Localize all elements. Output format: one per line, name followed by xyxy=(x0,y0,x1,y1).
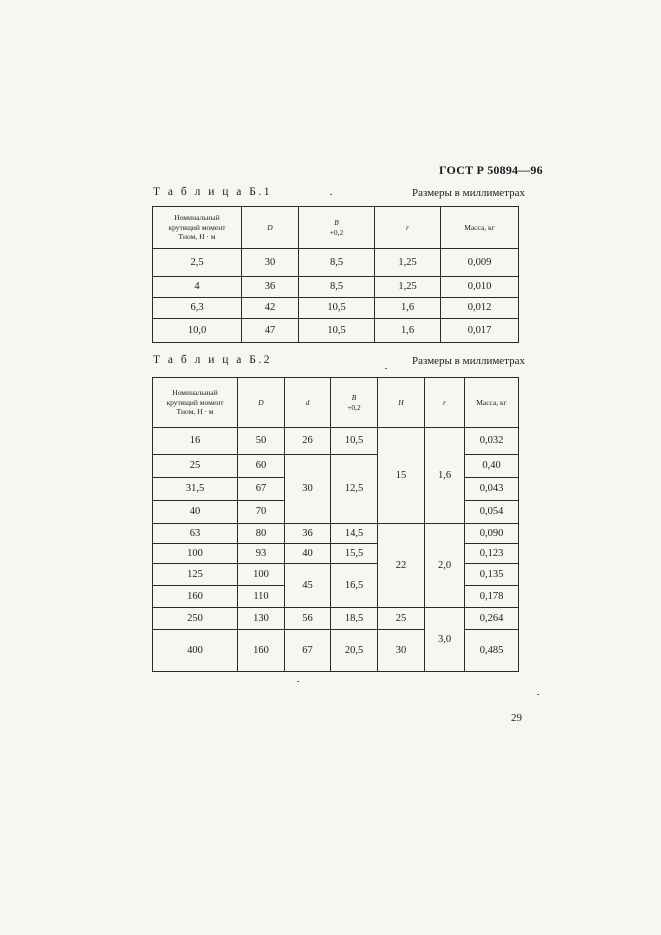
table-row xyxy=(153,630,519,672)
table-cell: 15,5 xyxy=(331,544,378,564)
table-b1 xyxy=(152,206,519,343)
table-row xyxy=(153,544,519,564)
table-cell: 0,054 xyxy=(465,501,519,524)
header-B-symbol: B xyxy=(351,393,357,403)
table-cell: 67 xyxy=(285,630,331,672)
table-cell: 18,5 xyxy=(331,608,378,630)
table-cell: 1,6 xyxy=(425,428,465,524)
table-cell: 0,012 xyxy=(441,298,519,319)
table-cell: 6,3 xyxy=(153,298,242,319)
table-cell: 8,5 xyxy=(299,249,375,277)
table-cell: 0,40 xyxy=(465,455,519,478)
header-line: Номинальный xyxy=(174,213,220,223)
table-row xyxy=(153,277,519,298)
table2-header-torque xyxy=(153,378,238,428)
table1-caption: Т а б л и ц а Б.1 xyxy=(153,186,272,198)
header-B-tolerance: +0,2 xyxy=(329,227,344,237)
table-cell: 36 xyxy=(285,524,331,544)
table-cell: 0,123 xyxy=(465,544,519,564)
header-line: крутящий момент xyxy=(168,222,226,232)
table-cell: 50 xyxy=(238,428,285,455)
table-cell: 42 xyxy=(242,298,299,319)
table-cell: 70 xyxy=(238,501,285,524)
table-row xyxy=(153,608,519,630)
scan-speck xyxy=(297,681,299,682)
table-cell: 40 xyxy=(153,501,238,524)
table-cell: 10,5 xyxy=(299,319,375,343)
header-B-tolerance: +0,2 xyxy=(347,402,361,412)
table-cell: 125 xyxy=(153,564,238,586)
table-cell: 25 xyxy=(153,455,238,478)
table-cell: 3,0 xyxy=(425,608,465,672)
table-cell: 60 xyxy=(238,455,285,478)
table-cell: 0,043 xyxy=(465,478,519,501)
table-cell: 400 xyxy=(153,630,238,672)
table1-units: Размеры в миллиметрах xyxy=(412,187,525,199)
table-cell: 0,032 xyxy=(465,428,519,455)
table-cell: 0,009 xyxy=(441,249,519,277)
header-D-symbol: D xyxy=(267,222,273,232)
table-cell: 16 xyxy=(153,428,238,455)
table-cell: 93 xyxy=(238,544,285,564)
header-H-symbol: H xyxy=(398,397,404,407)
table-cell: 30 xyxy=(242,249,299,277)
table2-header-mass: Масса, кг xyxy=(465,378,519,428)
table-cell: 250 xyxy=(153,608,238,630)
table-cell: 0,178 xyxy=(465,586,519,608)
table1-header-r xyxy=(375,207,441,249)
table-b2 xyxy=(152,377,519,672)
table1-header-torque xyxy=(153,207,242,249)
table-cell: 2,5 xyxy=(153,249,242,277)
table-cell: 26 xyxy=(285,428,331,455)
table-cell: 130 xyxy=(238,608,285,630)
table-cell: 14,5 xyxy=(331,524,378,544)
table2-header-B xyxy=(331,378,378,428)
table-cell: 20,5 xyxy=(331,630,378,672)
table1-header-B xyxy=(299,207,375,249)
table-cell: 1,6 xyxy=(375,298,441,319)
table-cell: 12,5 xyxy=(331,455,378,524)
table-cell: 0,017 xyxy=(441,319,519,343)
table-cell: 160 xyxy=(153,586,238,608)
table-cell: 15 xyxy=(378,428,425,524)
table2-header-H xyxy=(378,378,425,428)
table2-caption: Т а б л и ц а Б.2 xyxy=(153,354,272,366)
table-cell: 8,5 xyxy=(299,277,375,298)
table-cell: 10,5 xyxy=(299,298,375,319)
header-line: Тном, Н · м xyxy=(178,232,216,242)
table-cell: 31,5 xyxy=(153,478,238,501)
header-r-symbol: r xyxy=(443,397,446,407)
table1-header-row xyxy=(153,207,519,249)
table-cell: 0,264 xyxy=(465,608,519,630)
scan-speck xyxy=(385,368,387,369)
scan-speck xyxy=(537,694,539,695)
table-cell: 30 xyxy=(378,630,425,672)
table-row xyxy=(153,564,519,586)
table-cell: 47 xyxy=(242,319,299,343)
table2-header-row xyxy=(153,378,519,428)
page-number: 29 xyxy=(511,712,522,724)
table-cell: 45 xyxy=(285,564,331,608)
table-cell: 63 xyxy=(153,524,238,544)
table-cell: 1,25 xyxy=(375,249,441,277)
table-cell: 100 xyxy=(153,544,238,564)
header-D-symbol: D xyxy=(258,397,264,407)
table-cell: 25 xyxy=(378,608,425,630)
table-cell: 0,090 xyxy=(465,524,519,544)
table-cell: 160 xyxy=(238,630,285,672)
table-cell: 16,5 xyxy=(331,564,378,608)
standard-designation: ГОСТ Р 50894—96 xyxy=(439,163,543,177)
table-cell: 2,0 xyxy=(425,524,465,608)
header-d-symbol: d xyxy=(305,397,310,407)
table-cell: 10,5 xyxy=(331,428,378,455)
table-cell: 67 xyxy=(238,478,285,501)
table-cell: 10,0 xyxy=(153,319,242,343)
table-row xyxy=(153,524,519,544)
table1-header-mass: Масса, кг xyxy=(441,207,519,249)
table-cell: 110 xyxy=(238,586,285,608)
table-cell: 40 xyxy=(285,544,331,564)
table-cell: 0,485 xyxy=(465,630,519,672)
table-cell: 80 xyxy=(238,524,285,544)
table-cell: 36 xyxy=(242,277,299,298)
table-cell: 100 xyxy=(238,564,285,586)
header-line: Номинальный xyxy=(172,388,218,398)
table-row xyxy=(153,428,519,455)
table2-header-r xyxy=(425,378,465,428)
table-cell: 30 xyxy=(285,455,331,524)
header-line: крутящий момент xyxy=(166,397,224,407)
scan-speck xyxy=(330,194,332,195)
table2-header-d xyxy=(285,378,331,428)
table-cell: 22 xyxy=(378,524,425,608)
header-r-symbol: r xyxy=(406,222,409,232)
table1-header-D xyxy=(242,207,299,249)
table2-header-D xyxy=(238,378,285,428)
table-cell: 56 xyxy=(285,608,331,630)
header-line: Тном, Н · м xyxy=(176,407,214,417)
table-cell: 1,6 xyxy=(375,319,441,343)
table-cell: 1,25 xyxy=(375,277,441,298)
table-row xyxy=(153,455,519,478)
table-cell: 0,135 xyxy=(465,564,519,586)
header-B-symbol: B xyxy=(334,218,339,228)
table-cell: 0,010 xyxy=(441,277,519,298)
table-row xyxy=(153,249,519,277)
table2-units: Размеры в миллиметрах xyxy=(412,355,525,367)
table-row xyxy=(153,319,519,343)
table-cell: 4 xyxy=(153,277,242,298)
table-row xyxy=(153,298,519,319)
